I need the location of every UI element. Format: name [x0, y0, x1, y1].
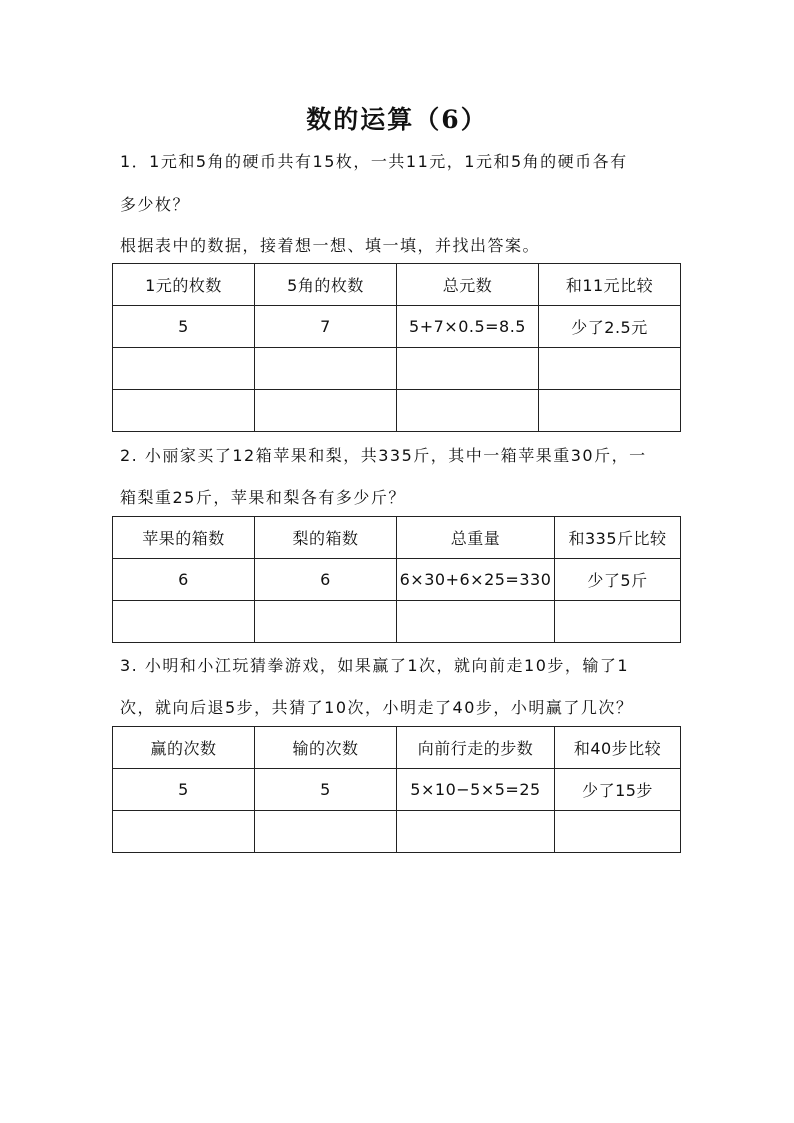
table-cell: 6 [113, 559, 255, 601]
table-cell: 少了5斤 [555, 559, 681, 601]
table-cell [113, 601, 255, 643]
table-cell: 5 [113, 306, 255, 348]
table-cell [397, 348, 539, 390]
table-cell: 少了2.5元 [539, 306, 681, 348]
table-row [113, 306, 681, 348]
table-cell [539, 390, 681, 432]
table-cell [539, 348, 681, 390]
table-cell: 6×30+6×25=330 [397, 559, 555, 601]
header-cell: 5角的枚数 [255, 264, 397, 306]
table-cell [397, 390, 539, 432]
header-cell: 和335斤比较 [555, 517, 681, 559]
table-cell [555, 811, 681, 853]
table-cell [113, 811, 255, 853]
table-cell: 少了15步 [555, 769, 681, 811]
header-cell: 梨的箱数 [255, 517, 397, 559]
table-row [113, 601, 681, 643]
table-header-row [113, 727, 681, 769]
table-row [113, 348, 681, 390]
table-cell [255, 811, 397, 853]
table-cell: 5 [255, 769, 397, 811]
header-cell: 苹果的箱数 [113, 517, 255, 559]
table-cell: 6 [255, 559, 397, 601]
table-cell [397, 601, 555, 643]
header-cell: 总重量 [397, 517, 555, 559]
table-cell [255, 390, 397, 432]
table-cell: 5 [113, 769, 255, 811]
header-cell: 输的次数 [255, 727, 397, 769]
q2-table [112, 516, 681, 643]
table-header-row [113, 517, 681, 559]
header-cell: 总元数 [397, 264, 539, 306]
table-cell [555, 601, 681, 643]
table-cell: 7 [255, 306, 397, 348]
q1-text-line1: 1．1元和5角的硬币共有15枚，一共11元，1元和5角的硬币各有 [120, 152, 628, 171]
table-row [113, 390, 681, 432]
table-row [113, 769, 681, 811]
table-header-row [113, 264, 681, 306]
table-cell: 5+7×0.5=8.5 [397, 306, 539, 348]
q1-instruction: 根据表中的数据，接着想一想、填一填，并找出答案。 [120, 236, 541, 255]
q2-text-line1: 2. 小丽家买了12箱苹果和梨，共335斤，其中一箱苹果重30斤，一 [120, 446, 647, 465]
table-cell: 5×10−5×5=25 [397, 769, 555, 811]
header-cell: 1元的枚数 [113, 264, 255, 306]
header-cell: 和11元比较 [539, 264, 681, 306]
table-cell [113, 390, 255, 432]
q3-text-line2: 次，就向后退5步，共猜了10次，小明走了40步，小明赢了几次？ [120, 698, 634, 717]
q1-table [112, 263, 681, 432]
table-cell [255, 601, 397, 643]
q1-text-line2: 多少枚？ [120, 195, 191, 214]
header-cell: 向前行走的步数 [397, 727, 555, 769]
q2-text-line2: 箱梨重25斤，苹果和梨各有多少斤？ [120, 488, 406, 507]
header-cell: 和40步比较 [555, 727, 681, 769]
q3-table [112, 726, 681, 853]
page-title: 数的运算（6） [306, 105, 488, 134]
table-cell [255, 348, 397, 390]
table-row [113, 559, 681, 601]
q3-text-line1: 3. 小明和小江玩猜拳游戏，如果赢了1次，就向前走10步，输了1 [120, 656, 630, 675]
table-cell [113, 348, 255, 390]
table-row [113, 811, 681, 853]
header-cell: 赢的次数 [113, 727, 255, 769]
table-cell [397, 811, 555, 853]
